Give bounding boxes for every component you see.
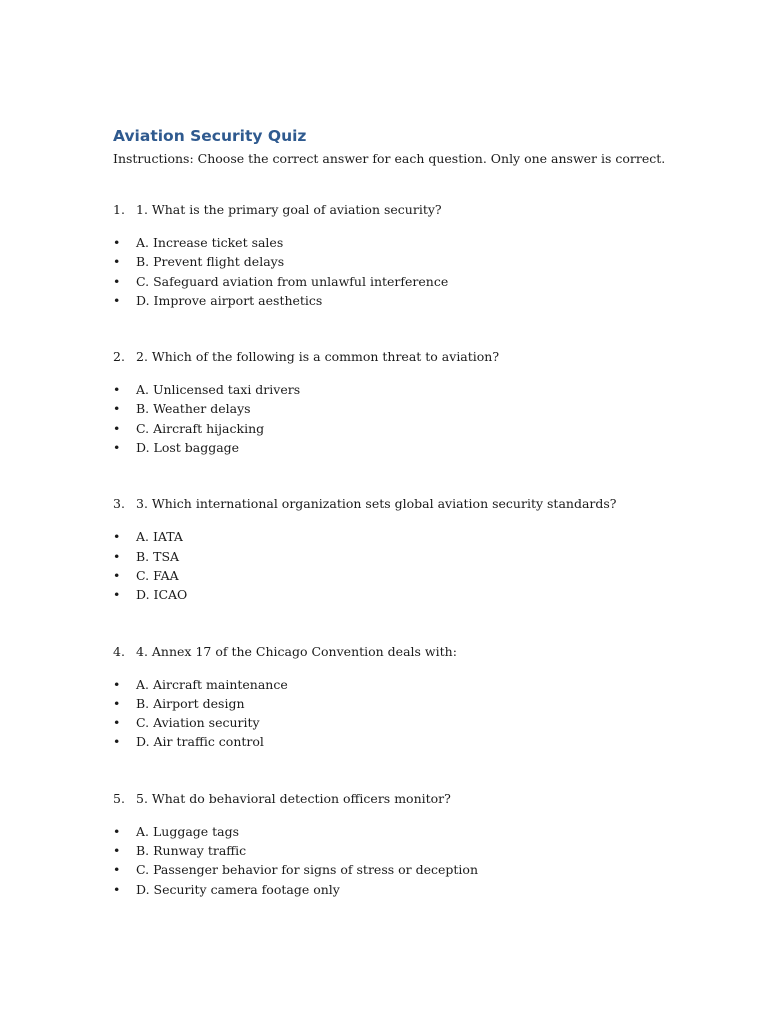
bullet-icon: • xyxy=(113,548,121,564)
option-item xyxy=(113,822,673,841)
bullet-icon: • xyxy=(113,587,121,603)
option-text: A. IATA xyxy=(136,529,183,545)
option-text: D. ICAO xyxy=(136,587,188,603)
option-item xyxy=(113,252,673,271)
option-text: D. Lost baggage xyxy=(136,440,240,456)
instructions-text: Instructions: Choose the correct answer for each question. Only one answer is correct. xyxy=(113,151,666,166)
bullet-icon: • xyxy=(113,382,121,398)
bullet-icon: • xyxy=(113,567,121,583)
option-list xyxy=(113,822,673,899)
option-text: B. Airport design xyxy=(136,695,245,711)
question-line xyxy=(113,790,673,808)
bullet-icon: • xyxy=(113,529,121,545)
option-text: D. Air traffic control xyxy=(136,734,264,750)
option-item xyxy=(113,380,673,399)
bullet-icon: • xyxy=(113,843,121,859)
question-text: 5. What do behavioral detection officers monitor? xyxy=(136,790,451,806)
option-list xyxy=(113,675,673,752)
option-item xyxy=(113,694,673,713)
option-item xyxy=(113,547,673,566)
bullet-icon: • xyxy=(113,734,121,750)
option-item xyxy=(113,272,673,291)
option-item xyxy=(113,675,673,694)
option-item xyxy=(113,438,673,457)
option-item xyxy=(113,841,673,860)
option-text: A. Aircraft maintenance xyxy=(136,676,288,692)
question-item xyxy=(113,643,673,752)
bullet-icon: • xyxy=(113,676,121,692)
option-item xyxy=(113,399,673,418)
option-item xyxy=(113,233,673,252)
option-text: A. Unlicensed taxi drivers xyxy=(136,382,301,398)
option-list xyxy=(113,380,673,457)
option-item xyxy=(113,860,673,879)
question-text: 2. Which of the following is a common threat to aviation? xyxy=(136,349,500,365)
option-item xyxy=(113,291,673,310)
bullet-icon: • xyxy=(113,823,121,839)
bullet-icon: • xyxy=(113,862,121,878)
document-page xyxy=(113,124,673,899)
option-text: D. Improve airport aesthetics xyxy=(136,292,323,308)
question-text: 3. Which international organization sets global aviation security standards? xyxy=(136,496,617,512)
question-number: 3. xyxy=(113,496,125,512)
question-item xyxy=(113,495,673,604)
option-list xyxy=(113,527,673,604)
question-line xyxy=(113,348,673,366)
option-item xyxy=(113,419,673,438)
option-item xyxy=(113,527,673,546)
bullet-icon: • xyxy=(113,292,121,308)
option-item xyxy=(113,585,673,604)
option-text: B. Runway traffic xyxy=(136,843,247,859)
question-item xyxy=(113,201,673,310)
option-text: C. FAA xyxy=(136,567,179,583)
bullet-icon: • xyxy=(113,401,121,417)
bullet-icon: • xyxy=(113,420,121,436)
option-text: B. TSA xyxy=(136,548,180,564)
bullet-icon: • xyxy=(113,254,121,270)
option-text: A. Luggage tags xyxy=(136,823,240,839)
question-line xyxy=(113,643,673,661)
option-item xyxy=(113,566,673,585)
option-item xyxy=(113,713,673,732)
question-text: 1. What is the primary goal of aviation security? xyxy=(136,202,442,217)
option-text: D. Security camera footage only xyxy=(136,881,340,897)
bullet-icon: • xyxy=(113,695,121,711)
option-item xyxy=(113,732,673,751)
option-text: A. Increase ticket sales xyxy=(136,235,284,250)
question-number: 4. xyxy=(113,643,125,659)
question-list xyxy=(113,201,673,899)
question-text: 4. Annex 17 of the Chicago Convention deals with: xyxy=(136,643,457,659)
bullet-icon: • xyxy=(113,273,121,289)
bullet-icon: • xyxy=(113,235,121,250)
option-text: C. Aviation security xyxy=(136,715,260,731)
bullet-icon: • xyxy=(113,715,121,731)
question-item xyxy=(113,790,673,899)
option-item xyxy=(113,880,673,899)
option-list xyxy=(113,233,673,310)
question-item xyxy=(113,348,673,457)
bullet-icon: • xyxy=(113,881,121,897)
question-line xyxy=(113,201,673,219)
option-text: C. Safeguard aviation from unlawful interference xyxy=(136,273,449,289)
option-text: C. Aircraft hijacking xyxy=(136,420,265,436)
question-line xyxy=(113,495,673,513)
page-title: Aviation Security Quiz xyxy=(113,127,307,145)
bullet-icon: • xyxy=(113,440,121,456)
question-number: 5. xyxy=(113,790,125,806)
question-number: 1. xyxy=(113,202,125,217)
option-text: C. Passenger behavior for signs of stress or deception xyxy=(136,862,478,878)
option-text: B. Prevent flight delays xyxy=(136,254,285,270)
question-number: 2. xyxy=(113,349,125,365)
option-text: B. Weather delays xyxy=(136,401,251,417)
